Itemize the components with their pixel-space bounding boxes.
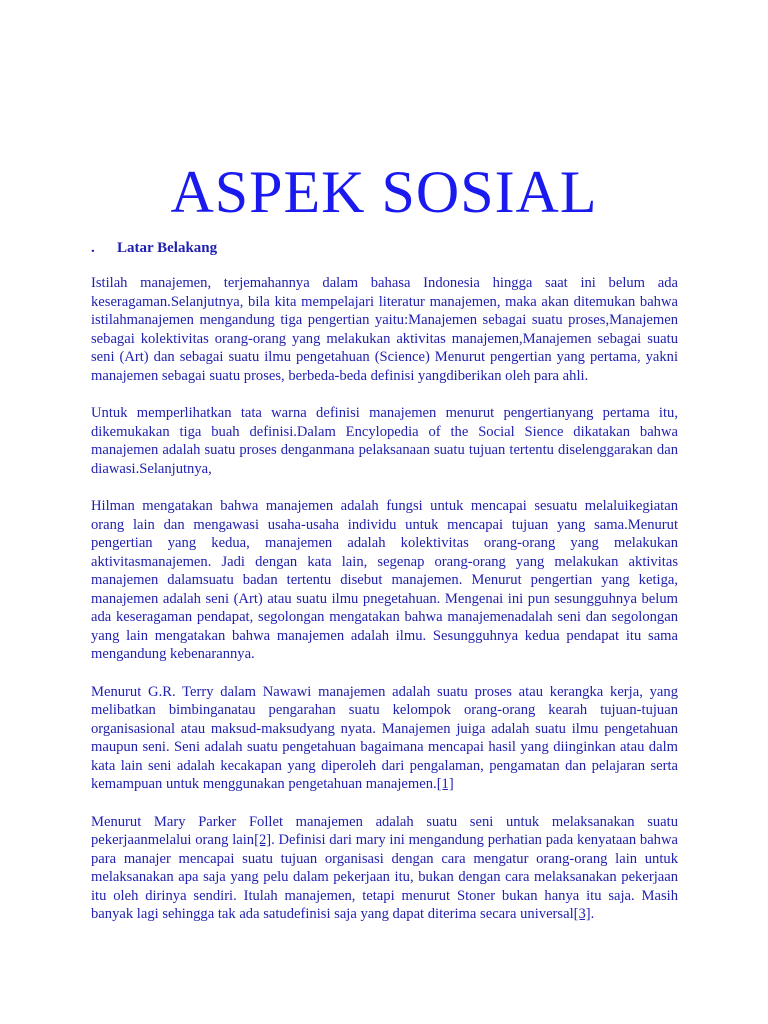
bullet: . — [91, 240, 95, 256]
paragraph-5-text-c: . — [590, 906, 595, 922]
paragraph-4 — [91, 683, 678, 794]
paragraph-5-text-a: Menurut Mary Parker Follet manajemen adalah suatu seni untuk melaksanakan suatu pekerjaanmelalui orang lain — [91, 813, 678, 848]
paragraph-4-text: Menurut G.R. Terry dalam Nawawi manajemen adalah suatu proses atau kerangka kerja, yang melibatkan bimbinganatau pengarahan suatu kelompok orang-orang kearah tujuan-tujuan organisasional atau maksud-maksudyang nyata. Manajemen juiga adalah suatu ilmu pengetahuan maupun seni. Seni adalah suatu pengetahuan bagaimana mencapai hasil yang diinginkan atau dalm kata lain seni adalah kecakapan yang diperoleh dari pengalaman, pengamatan dan pelajaran serta kemampuan untuk menggunakan pengetahuan manajemen. — [91, 683, 678, 792]
paragraph-5-text-b: . Definisi dari mary ini mengandung perhatian pada kenyataan bahwa para manajer mencapai suatu tujuan organisasi dengan cara mengatur orang-orang lain untuk melaksanakan apa saja yang pelu dalam pekerjaan itu, bukan dengan cara melaksanakan pekerjaan itu oleh dirinya sendiri. Itulah manajemen, tetapi menurut Stoner bukan hanya itu saja. Masih banyak lagi sehingga tak ada satudefinisi saja yang dapat diterima secara universal — [91, 832, 678, 922]
body-text — [91, 274, 678, 943]
footnote-link-2[interactable]: [2] — [254, 832, 272, 848]
section-heading — [91, 240, 217, 257]
page-title: ASPEK SOSIAL — [170, 159, 598, 225]
footnote-link-3[interactable]: [3] — [573, 906, 591, 922]
paragraph-2: Untuk memperlihatkan tata warna definisi manajemen menurut pengertianyang pertama itu, dikemukakan tiga buah definisi.Dalam Encylopedia of the Social Sience dikatakan bahwa manajemen adalah suatu proses denganmana pelaksanaan suatu tujuan tertentu diselenggarakan dan diawasi.Selanjutnya, — [91, 405, 678, 477]
paragraph-3: Hilman mengatakan bahwa manajemen adalah fungsi untuk mencapai sesuatu melaluikegiatan orang lain dan mengawasi usaha-usaha individu untuk mencapai tujuan yang sama.Menurut pengertian yang kedua, manajemen adalah kolektivitas orang-orang yang melakukan aktivitasmanajemen. Jadi dengan kata lain, segenap orang-orang yang melakukan aktivitas manajemen dalamsuatu badan tertentu disebut manajemen. Menurut pengertian yang ketiga, manajemen adalah seni (Art) atau suatu ilmu pnegetahuan. Mengenai ini pun sesungguhnya belum ada keseragaman pendapat, segolongan mengatakan bahwa manajemenadalah seni dan segolongan yang lain mengatakan bahwa manajemen adalah ilmu. Sesungguhnya kedua pendapat itu sama mengandung kebenarannya. — [91, 498, 678, 662]
footnote-link-1[interactable]: [1] — [436, 776, 454, 792]
paragraph-1: Istilah manajemen, terjemahannya dalam bahasa Indonesia hingga saat ini belum ada keseragaman.Selanjutnya, bila kita mempelajari literatur manajemen, maka akan ditemukan bahwa istilahmanajemen mengandung tiga pengertian yaitu:Manajemen sebagai suatu proses,Manajemen sebagai kolektivitas orang-orang yang melakukan aktivitas manajemen,Manajemen sebagai suatu seni (Art) dan sebagai suatu ilmu pengetahuan (Science) Menurut pengertian yang pertama, yakni manajemen sebagai suatu proses, berbeda-beda definisi yangdiberikan oleh para ahli. — [91, 275, 678, 384]
paragraph-5 — [91, 813, 678, 924]
section-heading-text: Latar Belakang — [117, 240, 218, 256]
